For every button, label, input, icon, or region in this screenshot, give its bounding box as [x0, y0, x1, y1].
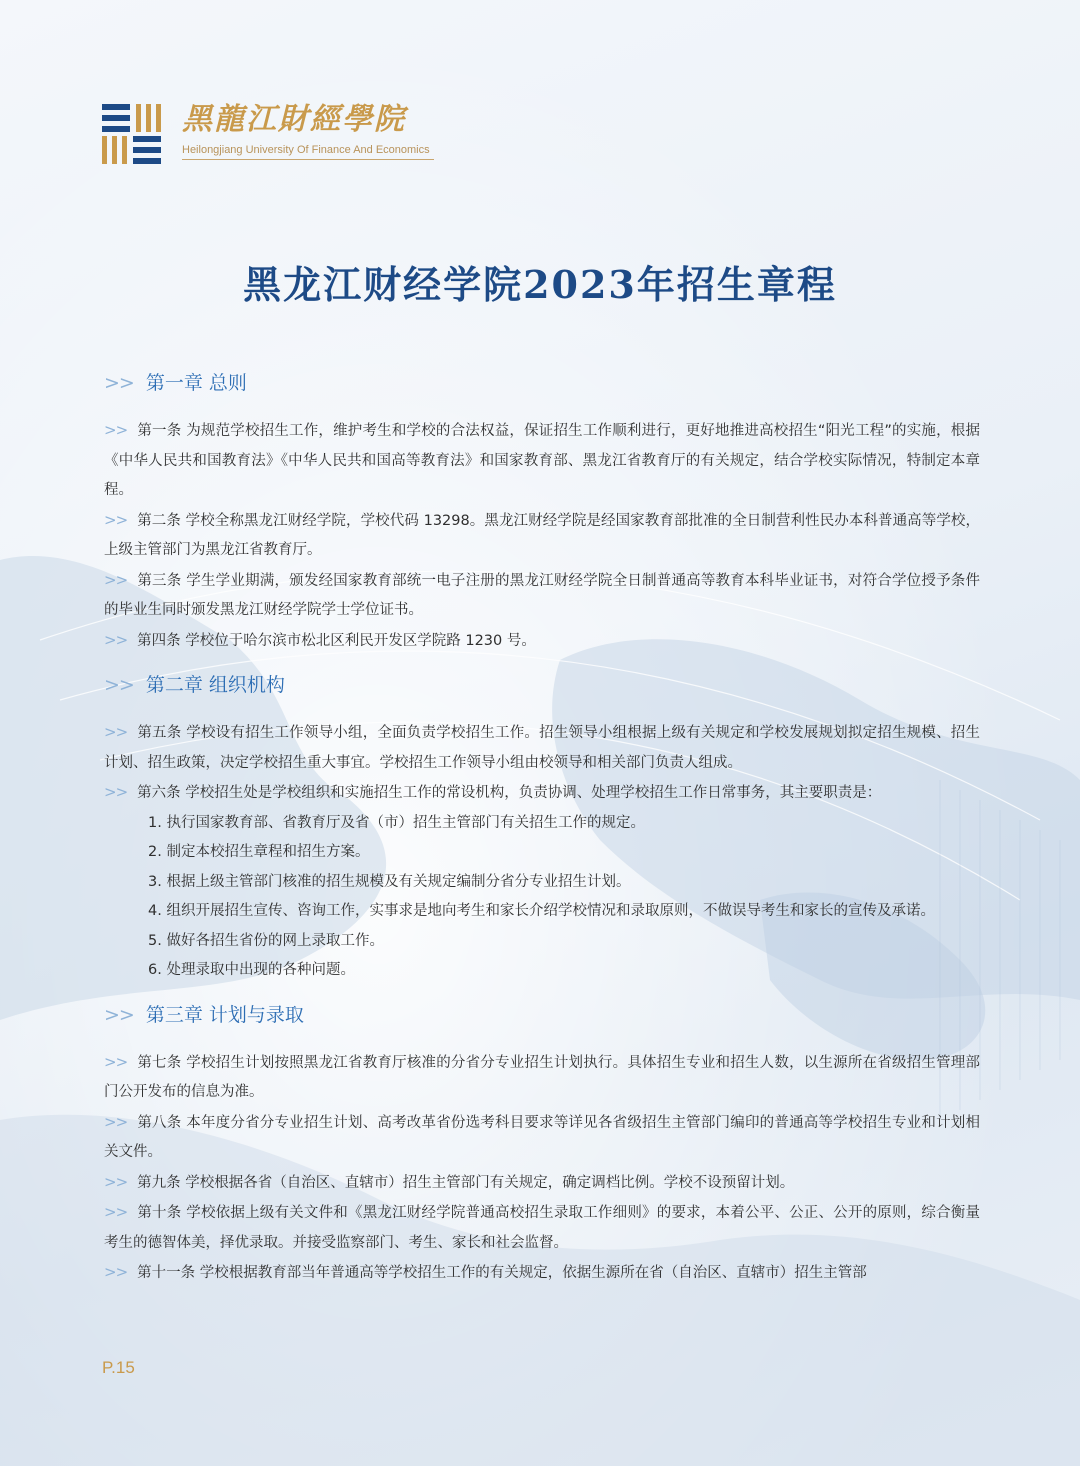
chevron-right-icon: >>: [104, 570, 128, 589]
chevron-right-icon: >>: [104, 783, 128, 801]
chapter-heading-3: >> 第三章 计划与录取: [104, 1003, 304, 1026]
article-6: >> 第六条 学校招生处是学校组织和实施招生工作的常设机构，负责协调、处理学校招生工作日常事务，其主要职责是：: [104, 783, 882, 801]
page-title: 黑龙江财经学院2023年招生章程: [243, 262, 837, 307]
duty-item: 6. 处理录取中出现的各种问题。: [148, 962, 355, 978]
chevron-right-icon: >>: [104, 674, 134, 696]
article-2: >> 第二条 学校全称黑龙江财经学院，学校代码 13298。黑龙江财经学院是经国家教育部批准的全日制营利性民办本科普通高等学校，上级主管部门为黑龙江省教育厅。: [104, 510, 980, 558]
chevron-right-icon: >>: [104, 372, 134, 394]
article-10: >> 第十条 学校依据上级有关文件和《黑龙江财经学院普通高校招生录取工作细则》的要求，本着公平、公正、公开的原则，综合衡量考生的德智体美，择优录取。并接受监察部门、考生、家长和社会监督。: [104, 1203, 980, 1251]
logo-english-name: Heilongjiang University Of Finance And Economics: [182, 144, 434, 160]
article-5: >> 第五条 学校设有招生工作领导小组，全面负责学校招生工作。招生领导小组根据上级有关规定和学校发展规划拟定招生规模、招生计划、招生政策，决定学校招生重大事宜。学校招生工作领导小组由校领导和相关部门负责人组成。: [104, 723, 980, 771]
page-number: P.15: [102, 1358, 135, 1377]
duty-item: 2. 制定本校招生章程和招生方案。: [148, 844, 370, 860]
chevron-right-icon: >>: [104, 1172, 128, 1191]
chevron-right-icon: >>: [104, 630, 128, 649]
chevron-right-icon: >>: [104, 1112, 128, 1131]
chevron-right-icon: >>: [104, 723, 128, 741]
chevron-right-icon: >>: [104, 1003, 134, 1026]
chevron-right-icon: >>: [104, 1052, 128, 1071]
duty-item: 3. 根据上级主管部门核准的招生规模及有关规定编制分省分专业招生计划。: [148, 873, 631, 890]
chapter-heading-1: >> 第一章 总则: [104, 372, 247, 394]
article-9: >> 第九条 学校根据各省（自治区、直辖市）招生主管部门有关规定，确定调档比例。学校不设预留计划。: [104, 1172, 795, 1191]
chevron-right-icon: >>: [104, 421, 128, 439]
article-7: >> 第七条 学校招生计划按照黑龙江省教育厅核准的分省分专业招生计划执行。具体招生专业和招生人数，以生源所在省级招生管理部门公开发布的信息为准。: [104, 1052, 980, 1100]
duty-item: 5. 做好各招生省份的网上录取工作。: [148, 932, 384, 949]
article-1: >> 第一条 为规范学校招生工作，维护考生和学校的合法权益，保证招生工作顺利进行，更好地推进高校招生“阳光工程”的实施，根据《中华人民共和国教育法》《中华人民共和国高等教育法》和国家教育部、黑龙江省教育厅的有关规定，结合学校实际情况，特制定本章程。: [104, 421, 980, 498]
chapter-heading-2: >> 第二章 组织机构: [104, 674, 285, 696]
chevron-right-icon: >>: [104, 1263, 128, 1281]
article-11: >> 第十一条 学校根据教育部当年普通高等学校招生工作的有关规定，依据生源所在省（自治区、直辖市）招生主管部: [104, 1263, 867, 1281]
article-4: >> 第四条 学校位于哈尔滨市松北区利民开发区学院路 1230 号。: [104, 630, 536, 649]
school-emblem-icon: [102, 104, 166, 164]
logo-chinese-name: 黑龍江財經學院: [182, 102, 406, 137]
duty-item: 4. 组织开展招生宣传、咨询工作，实事求是地向考生和家长介绍学校情况和录取原则，不做误导考生和家长的宣传及承诺。: [148, 903, 935, 919]
duty-item: 1. 执行国家教育部、省教育厅及省（市）招生主管部门有关招生工作的规定。: [148, 814, 645, 831]
chevron-right-icon: >>: [104, 1203, 128, 1221]
article-3: >> 第三条 学生学业期满，颁发经国家教育部统一电子注册的黑龙江财经学院全日制普通高等教育本科毕业证书，对符合学位授予条件的毕业生同时颁发黑龙江财经学院学士学位证书。: [104, 570, 980, 618]
article-8: >> 第八条 本年度分省分专业招生计划、高考改革省份选考科目要求等详见各省级招生主管部门编印的普通高等学校招生专业和计划相关文件。: [104, 1112, 980, 1160]
document-body: [104, 366, 980, 1289]
chevron-right-icon: >>: [104, 510, 128, 529]
